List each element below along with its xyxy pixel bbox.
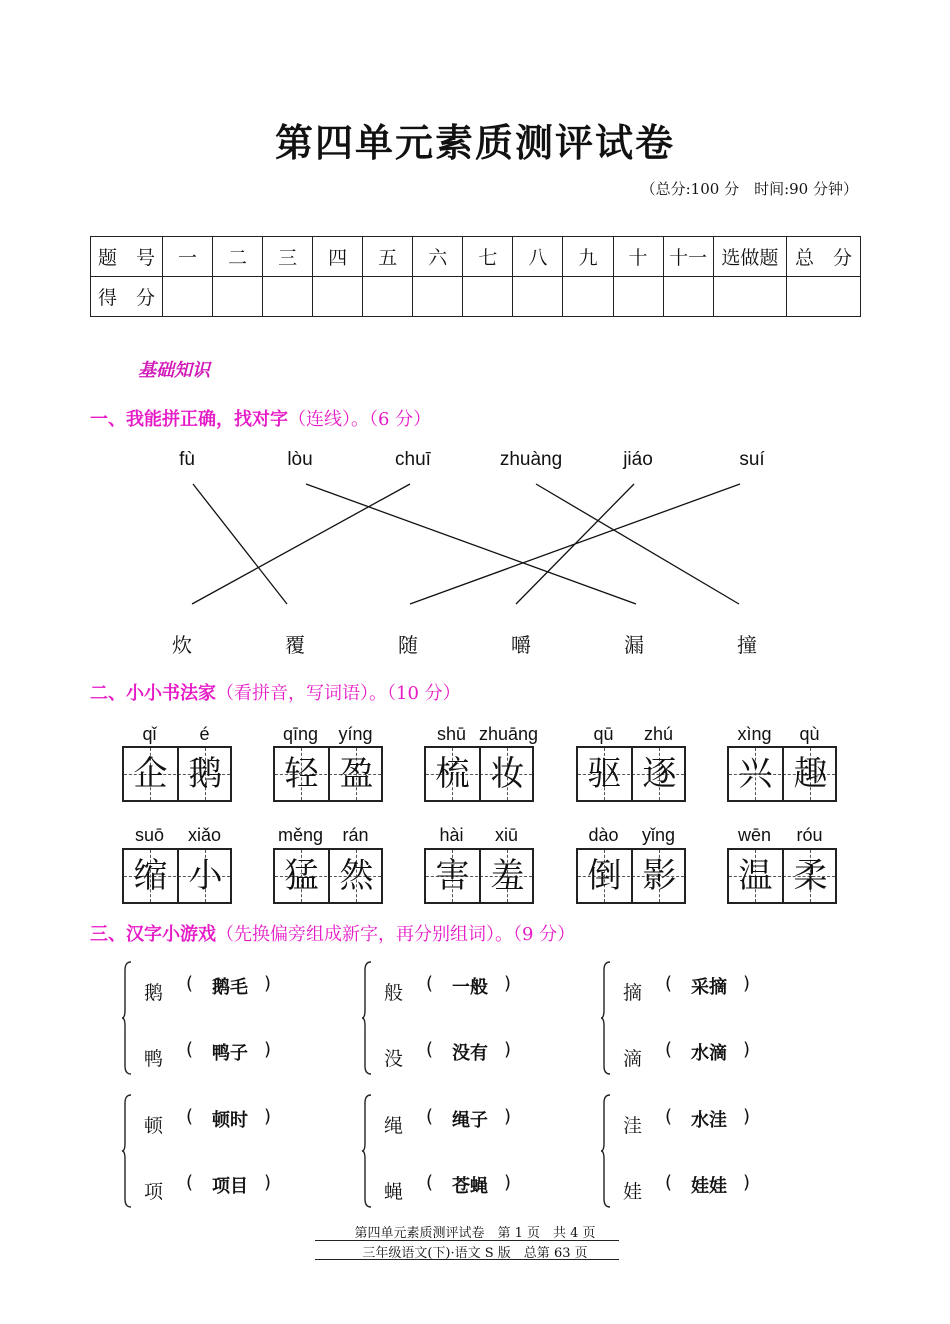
match-line: [193, 484, 287, 604]
q1-char: 嚼: [511, 633, 531, 657]
q2-pinyin: shū: [436, 724, 467, 744]
q2-answer-char: 羞: [490, 856, 525, 896]
q3-paren: ): [504, 1039, 512, 1060]
q1-char: 撞: [737, 633, 757, 657]
q2-pinyin: zhú: [643, 724, 674, 744]
q2-answer-char: 趣: [793, 754, 828, 794]
q3-paren: ): [743, 1106, 751, 1127]
q2-answer-char: 倒: [587, 856, 622, 896]
q3-char: 洼: [623, 1115, 643, 1137]
q1-pinyin: lòu: [287, 449, 313, 470]
brace-icon: [362, 1093, 372, 1209]
q3-paren: (: [665, 1172, 673, 1193]
q3-paren: (: [186, 973, 194, 994]
q2-answer-char: 梳: [435, 754, 470, 794]
q3-char: 般: [384, 982, 404, 1004]
q2-pinyin: zhuāng: [479, 724, 539, 744]
section-basic-knowledge: 基础知识: [138, 360, 210, 381]
q3-char: 顿: [144, 1115, 164, 1137]
q2-pinyin: dào: [588, 825, 619, 845]
q3-char: 鸭: [144, 1048, 164, 1070]
q2-word-box[interactable]: [424, 848, 534, 904]
q3-paren: ): [264, 973, 272, 994]
q1-pinyin: suí: [739, 449, 765, 470]
q3-answer-word[interactable]: 鹅毛: [212, 977, 248, 998]
q2-word-box[interactable]: [273, 746, 383, 802]
q1-pinyin: chuī: [395, 449, 431, 470]
score-table-cell: 二: [213, 237, 263, 277]
q2-answer-char: 妆: [490, 754, 525, 794]
score-table-cell: 总 分: [787, 237, 861, 277]
match-line: [192, 484, 410, 604]
q3-answer-word[interactable]: 顿时: [212, 1110, 248, 1131]
q3-paren: ): [743, 1172, 751, 1193]
q3-paren: ): [264, 1106, 272, 1127]
score-table-cell: 七: [463, 237, 513, 277]
q2-pinyin: qǐ: [142, 724, 157, 744]
q3-answer-word[interactable]: 采摘: [691, 977, 727, 998]
q2-pinyin: qū: [593, 724, 614, 744]
q3-paren: (: [186, 1039, 194, 1060]
q2-answer-char: 温: [738, 856, 773, 896]
score-table-cell: 题 号: [91, 237, 163, 277]
footer-line-1: 第四单元素质测评试卷 第 1 页 共 4 页: [354, 1226, 596, 1241]
score-table-cell: 八: [513, 237, 563, 277]
score-table-cell: 九: [563, 237, 613, 277]
q3-sub-text: （先换偏旁组成新字，再分别组词）。（9 分）: [216, 924, 576, 945]
score-time-info: （总分:100 分 时间:90 分钟）: [640, 180, 858, 198]
q2-pinyin: xiū: [494, 825, 518, 845]
q2-answer-char: 企: [133, 754, 168, 794]
q3-answer-word[interactable]: 绳子: [452, 1110, 488, 1131]
q2-pinyin: yíng: [338, 724, 373, 744]
q3-paren: ): [264, 1039, 272, 1060]
q2-answer-char: 缩: [133, 856, 168, 896]
brace-icon: [601, 1093, 611, 1209]
match-line: [410, 484, 740, 604]
q2-pinyin: qīng: [282, 724, 319, 744]
q2-pinyin: róu: [796, 825, 823, 845]
q3-paren: (: [426, 973, 434, 994]
score-table-cell: 六: [413, 237, 463, 277]
q1-char: 覆: [285, 633, 305, 657]
score-table-cell: 五: [363, 237, 413, 277]
q2-answer-char: 盈: [339, 754, 374, 794]
q2-answer-char: 兴: [738, 754, 773, 794]
q2-answer-char: 柔: [793, 856, 828, 896]
q3-answer-word[interactable]: 苍蝇: [452, 1176, 488, 1197]
question-2-title: [90, 679, 461, 705]
score-table-cell: 十一: [663, 237, 713, 277]
brace-icon: [122, 1093, 132, 1209]
q2-word-box[interactable]: [122, 848, 232, 904]
q1-char: 漏: [624, 633, 644, 657]
score-table-cell: 四: [313, 237, 363, 277]
q2-answer-char: 鹅: [188, 754, 223, 794]
q3-paren: ): [743, 1039, 751, 1060]
q2-answer-char: 轻: [284, 754, 319, 794]
score-table-cell: 十: [613, 237, 663, 277]
q2-answer-char: 害: [435, 856, 470, 896]
q2-pinyin: yǐng: [641, 825, 676, 845]
q1-pinyin: jiáo: [623, 449, 653, 470]
q3-char: 没: [384, 1048, 404, 1070]
match-line: [306, 484, 636, 604]
q1-char: 随: [398, 633, 418, 657]
q3-paren: ): [264, 1172, 272, 1193]
q2-word-box[interactable]: [576, 848, 686, 904]
q3-paren: (: [186, 1106, 194, 1127]
q2-pinyin: xiǎo: [187, 825, 222, 845]
q3-paren: (: [426, 1106, 434, 1127]
q2-word-box[interactable]: [727, 848, 837, 904]
q1-title-text: 一、我能拼正确，找对字: [90, 409, 288, 430]
q2-word-box[interactable]: [727, 746, 837, 802]
page-title: 第四单元素质测评试卷: [274, 120, 675, 165]
q3-char: 鹅: [144, 982, 164, 1004]
score-row-label: 得 分: [91, 277, 163, 317]
q3-answer-word[interactable]: 项目: [212, 1176, 248, 1197]
q2-pinyin: é: [199, 724, 210, 744]
q3-paren: (: [665, 1039, 673, 1060]
q2-pinyin: rán: [342, 825, 369, 845]
q2-pinyin: xìng: [737, 724, 772, 744]
q3-paren: ): [743, 973, 751, 994]
q3-title-text: 三、汉字小游戏: [90, 924, 216, 945]
q1-pinyin: fù: [179, 449, 195, 470]
footer-bottom-rule: [315, 1259, 619, 1260]
q1-sub-text: （连线）。（6 分）: [288, 409, 432, 430]
match-line: [536, 484, 739, 604]
q2-answer-char: 影: [642, 856, 677, 896]
q3-answer-word[interactable]: 没有: [452, 1043, 488, 1064]
q3-answer-word[interactable]: 水洼: [691, 1110, 727, 1131]
q2-word-box[interactable]: [576, 746, 686, 802]
q3-paren: ): [504, 1106, 512, 1127]
q1-pinyin: zhuàng: [499, 449, 563, 470]
q3-char: 滴: [623, 1048, 643, 1070]
q3-char: 摘: [623, 982, 643, 1004]
q3-char: 蝇: [384, 1181, 404, 1203]
q3-answer-word[interactable]: 娃娃: [691, 1176, 727, 1197]
q3-answer-word[interactable]: 一般: [452, 977, 488, 998]
footer-line-2: 三年级语文(下)·语文 S 版 总第 63 页: [362, 1246, 588, 1261]
q3-paren: (: [665, 973, 673, 994]
score-table-cell: 一: [162, 237, 212, 277]
q2-pinyin: suō: [134, 825, 165, 845]
q3-answer-word[interactable]: 鸭子: [212, 1043, 248, 1064]
brace-icon: [122, 960, 132, 1076]
q2-answer-char: 逐: [642, 754, 677, 794]
q3-answer-word[interactable]: 水滴: [691, 1043, 727, 1064]
q2-answer-char: 小: [188, 856, 223, 896]
q2-sub-text: （看拼音，写词语）。（10 分）: [216, 683, 461, 704]
q2-pinyin: qù: [799, 724, 820, 744]
q3-paren: (: [665, 1106, 673, 1127]
q3-paren: ): [504, 973, 512, 994]
q2-word-box[interactable]: [122, 746, 232, 802]
q2-pinyin: hài: [439, 825, 464, 845]
score-table-cell: 三: [263, 237, 313, 277]
q3-char: 绳: [384, 1115, 404, 1137]
brace-icon: [362, 960, 372, 1076]
q1-char: 炊: [172, 633, 192, 657]
q3-paren: (: [426, 1039, 434, 1060]
q3-paren: (: [426, 1172, 434, 1193]
q2-answer-char: 然: [339, 856, 374, 896]
q2-pinyin: měng: [277, 825, 324, 845]
q2-word-box[interactable]: [424, 746, 534, 802]
q3-char: 娃: [623, 1181, 643, 1203]
question-3-title: [90, 920, 575, 946]
q2-word-box[interactable]: [273, 848, 383, 904]
brace-icon: [601, 960, 611, 1076]
q2-title-text: 二、小小书法家: [90, 683, 216, 704]
q3-paren: ): [504, 1172, 512, 1193]
q2-answer-char: 驱: [587, 754, 622, 794]
score-table-cell: 选做题: [713, 237, 786, 277]
q3-paren: (: [186, 1172, 194, 1193]
q2-pinyin: wēn: [737, 825, 772, 845]
q2-answer-char: 猛: [284, 856, 319, 896]
q3-char: 项: [144, 1181, 164, 1203]
